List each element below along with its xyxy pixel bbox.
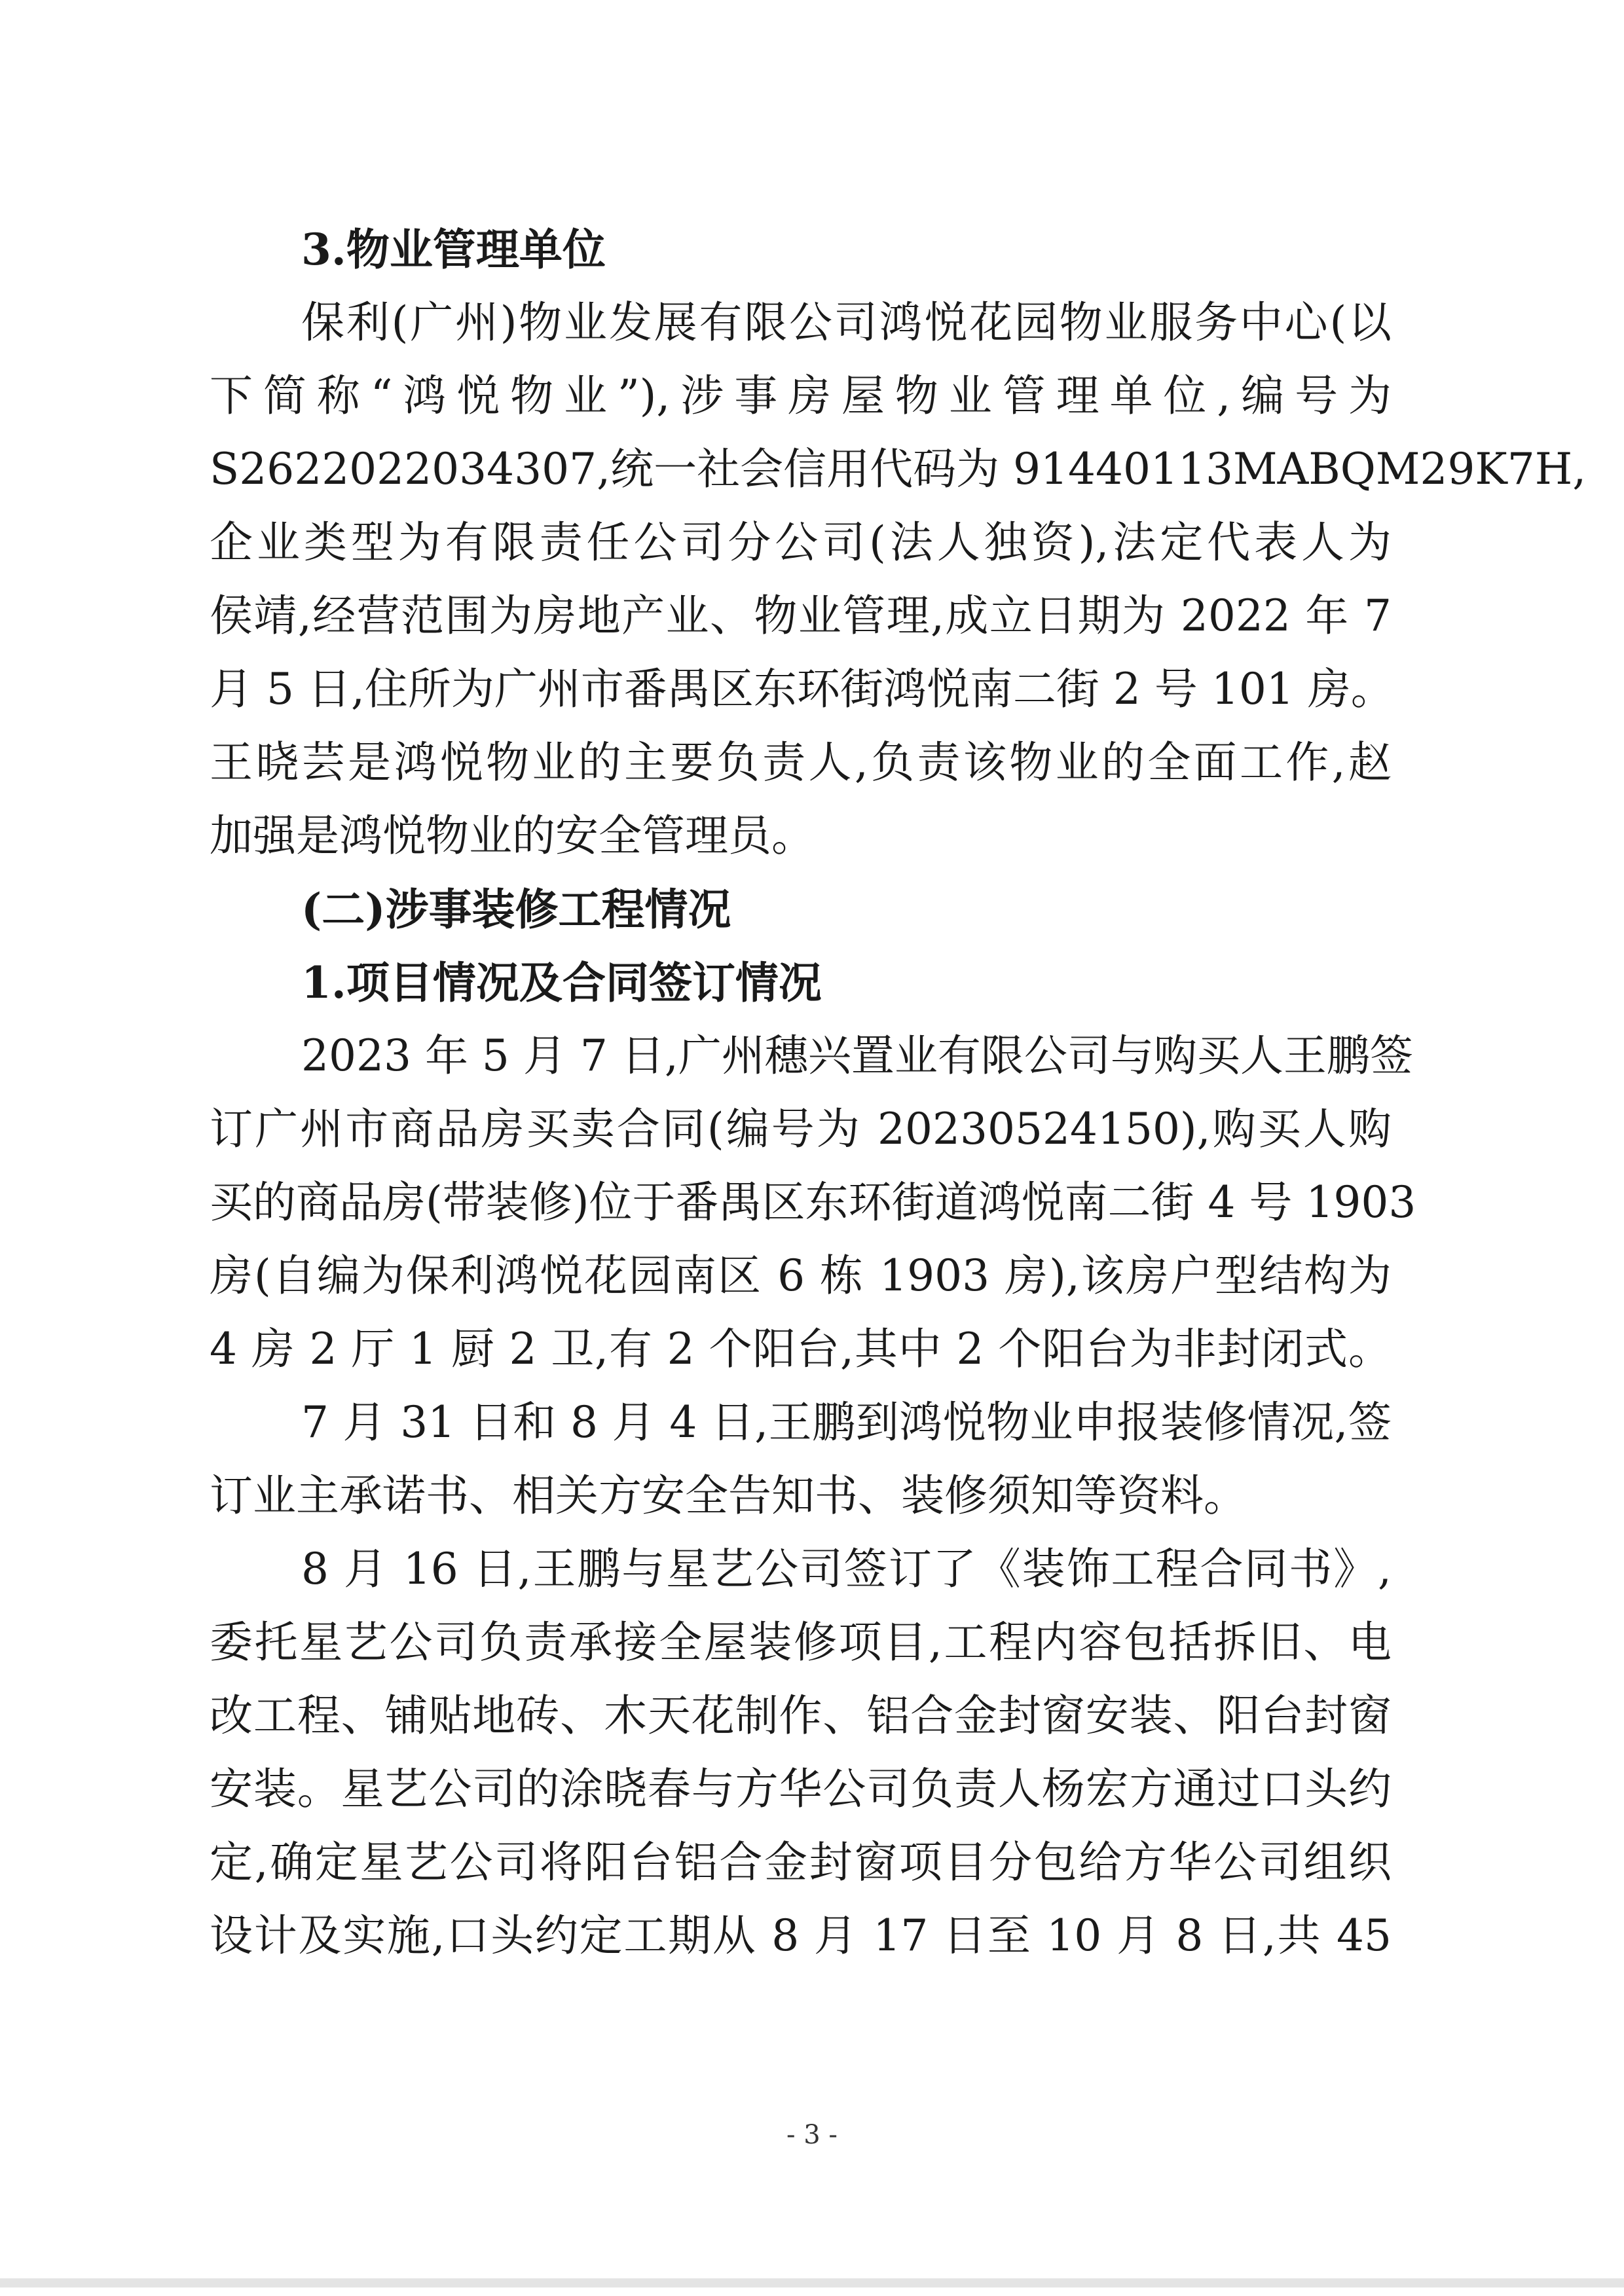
body-text-line: 房(自编为保利鸿悦花园南区 6 栋 1903 房),该房户型结构为 (210, 1250, 1392, 1301)
body-text-line: 委托星艺公司负责承接全屋装修项目,工程内容包括拆旧、电 (210, 1617, 1392, 1667)
body-text-line: 8 月 16 日,王鹏与星艺公司签订了《装饰工程合同书》, (301, 1544, 1392, 1594)
body-text-line: 企业类型为有限责任公司分公司(法人独资),法定代表人为 (210, 517, 1392, 568)
document-body (210, 213, 1587, 1973)
body-text-line: 2023 年 5 月 7 日,广州穗兴置业有限公司与购买人王鹏签 (301, 1030, 1413, 1081)
body-text-line: 订业主承诺书、相关方安全告知书、装修须知等资料。 (210, 1470, 1247, 1521)
body-text-line: 保利(广州)物业发展有限公司鸿悦花园物业服务中心(以 (301, 297, 1392, 348)
body-text-line: 7 月 31 日和 8 月 4 日,王鹏到鸿悦物业申报装修情况,签 (301, 1397, 1392, 1448)
body-text-line: 加强是鸿悦物业的安全管理员。 (210, 811, 815, 861)
scan-edge-divider (0, 2278, 1624, 2287)
body-text-line: 下简称“鸿悦物业”),涉事房屋物业管理单位,编号为 (210, 371, 1392, 421)
section-heading: (二)涉事装修工程情况 (301, 884, 731, 935)
body-text-line: 定,确定星艺公司将阳台铝合金封窗项目分包给方华公司组织 (210, 1837, 1392, 1887)
body-text-line: 月 5 日,住所为广州市番禺区东环街鸿悦南二街 2 号 101 房。 (210, 664, 1394, 714)
section-heading: 3.物业管理单位 (301, 224, 606, 275)
page-number: - 3 - (786, 2120, 838, 2150)
body-text-line: S2622022034307,统一社会信用代码为 91440113MABQM29K7H, (210, 444, 1587, 494)
body-text-line: 安装。星艺公司的涂晓春与方华公司负责人杨宏方通过口头约 (210, 1764, 1392, 1814)
body-text-line: 设计及实施,口头约定工期从 8 月 17 日至 10 月 8 日,共 45 (210, 1910, 1392, 1961)
body-text-line: 改工程、铺贴地砖、木天花制作、铝合金封窗安装、阳台封窗 (210, 1690, 1392, 1741)
body-text-line: 订广州市商品房买卖合同(编号为 20230524150),购买人购 (210, 1104, 1392, 1154)
body-text-line: 4 房 2 厅 1 厨 2 卫,有 2 个阳台,其中 2 个阳台为非封闭式。 (210, 1324, 1392, 1374)
body-text-line: 王晓芸是鸿悦物业的主要负责人,负责该物业的全面工作,赵 (210, 737, 1392, 788)
body-text-line: 侯靖,经营范围为房地产业、物业管理,成立日期为 2022 年 7 (210, 591, 1392, 641)
section-heading: 1.项目情况及合同签订情况 (301, 957, 822, 1008)
body-text-line: 买的商品房(带装修)位于番禺区东环街道鸿悦南二街 4 号 1903 (210, 1177, 1416, 1228)
